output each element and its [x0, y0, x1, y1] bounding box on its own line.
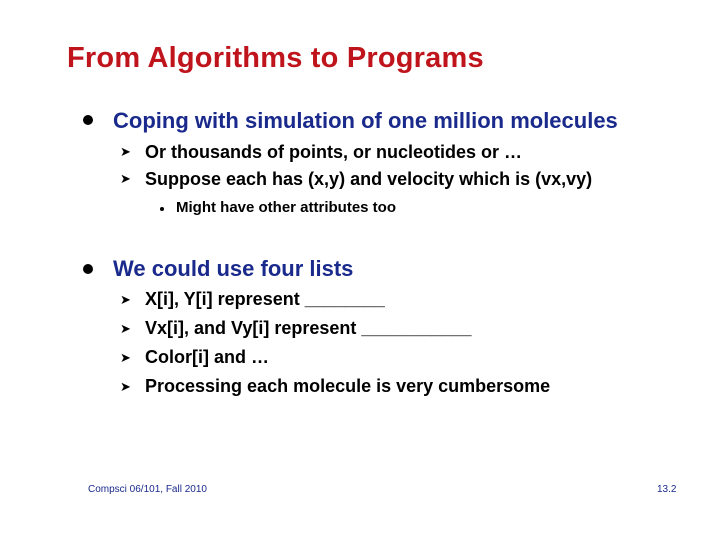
bullet-1-sub-1: Or thousands of points, or nucleotides or … — [145, 142, 523, 162]
bullet-dot-icon — [83, 115, 93, 125]
bullet-2-sub-2: Vx[i], and Vy[i] represent ___________ — [145, 318, 472, 338]
bullet-1-text: Coping with simulation of one million molecules — [113, 108, 618, 133]
bullet-dot-icon — [83, 264, 93, 274]
bullet-1-sub-2: Suppose each has (x,y) and velocity which is (vx,vy) — [145, 169, 593, 189]
arrowhead-icon: ➤ — [120, 292, 131, 307]
arrowhead-icon: ➤ — [120, 350, 131, 365]
bullet-1-subsub-1: Might have other attributes too — [176, 199, 397, 216]
bullet-2-sub-1: X[i], Y[i] represent ________ — [145, 289, 385, 309]
bullet-2-sub-3: Color[i] and … — [145, 347, 269, 367]
small-dot-icon — [160, 207, 164, 211]
bullet-2-sub-4: Processing each molecule is very cumbersome — [145, 376, 551, 396]
arrowhead-icon: ➤ — [120, 171, 131, 186]
slide-title: From Algorithms to Programs — [67, 42, 484, 74]
arrowhead-icon: ➤ — [120, 321, 131, 336]
bullet-2-text: We could use four lists — [113, 256, 354, 281]
footer-page-number: 13.2 — [657, 484, 677, 495]
arrowhead-icon: ➤ — [120, 379, 131, 394]
footer-course: Compsci 06/101, Fall 2010 — [88, 484, 207, 495]
arrowhead-icon: ➤ — [120, 144, 131, 159]
